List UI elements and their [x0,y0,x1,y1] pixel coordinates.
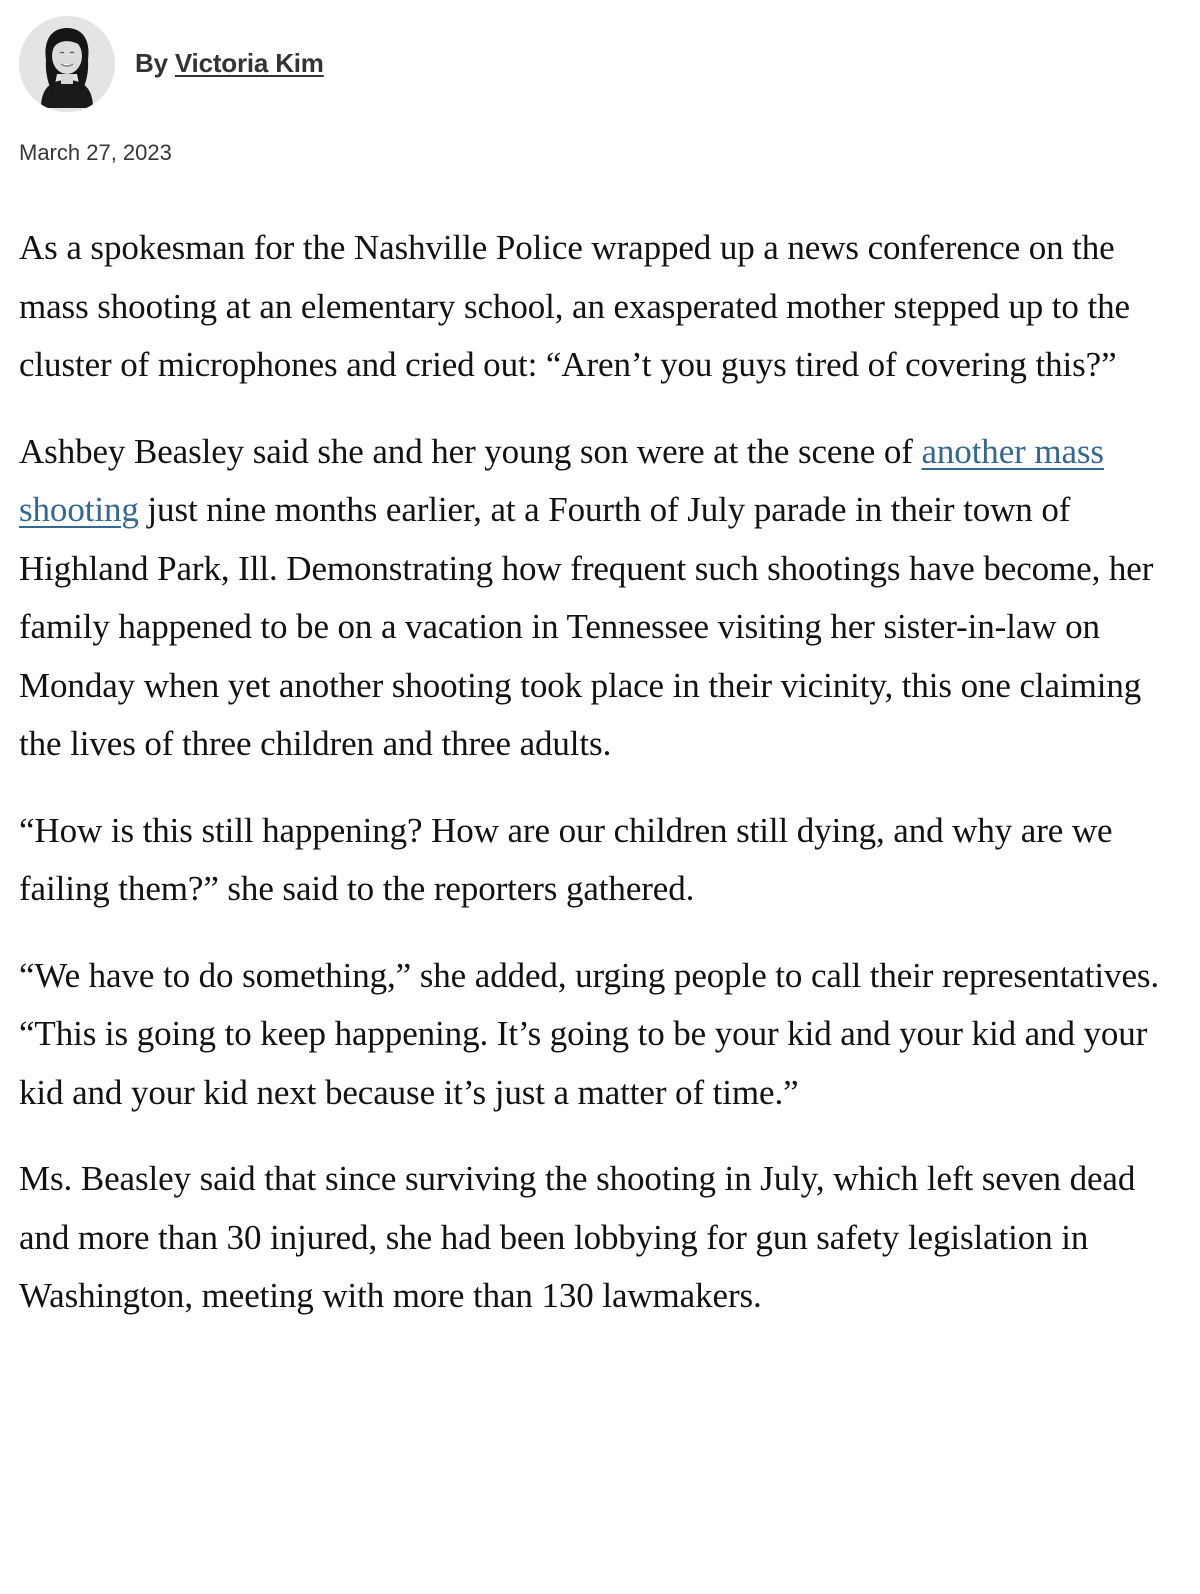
paragraph-5: Ms. Beasley said that since surviving the shooting in July, which left seven dead and more than 30 injured, she had been lobbying for gun safety legislation in Washington, meeting with more than 130 lawmakers. [19,1159,1136,1315]
author-link[interactable]: Victoria Kim [174,47,324,78]
paragraph-1: As a spokesman for the Nashville Police wrapped up a news conference on the mass shooting at an elementary school, an exasperated mother stepped up to the cluster of microphones and cried out: “Aren’t you guys tired of covering this?” [19,228,1130,384]
paragraph-2-rest: just nine months earlier, at a Fourth of July parade in their town of Highland Park, Ill. Demonstrating how frequent such shootings have become, her family happened to be on a vacation in Tennessee visiting her sister-in-law on Monday when yet another shooting took place in their vicinity, this one claiming the lives of three children and three adults. [19,490,1154,763]
byline-prefix: By [135,47,175,78]
paragraph-2-lead: Ashbey Beasley said she and her young son were at the scene of [19,431,922,471]
publish-date: March 27, 2023 [19,140,172,165]
byline [19,16,324,112]
article-body [19,219,1189,1354]
author-portrait-icon[interactable] [19,16,115,112]
author-byline [135,48,324,79]
another-mass-shooting-link[interactable]: another mass shooting [19,431,1104,529]
paragraph-2 [19,423,1189,774]
paragraph-3: “How is this still happening? How are our children still dying, and why are we failing them?” she said to the reporters gathered. [19,810,1113,908]
paragraph-4: “We have to do something,” she added, urging people to call their representatives. “This is going to keep happening. It’s going to be your kid and your kid and your kid and your kid next because it’s just a matter of time.” [19,955,1160,1112]
